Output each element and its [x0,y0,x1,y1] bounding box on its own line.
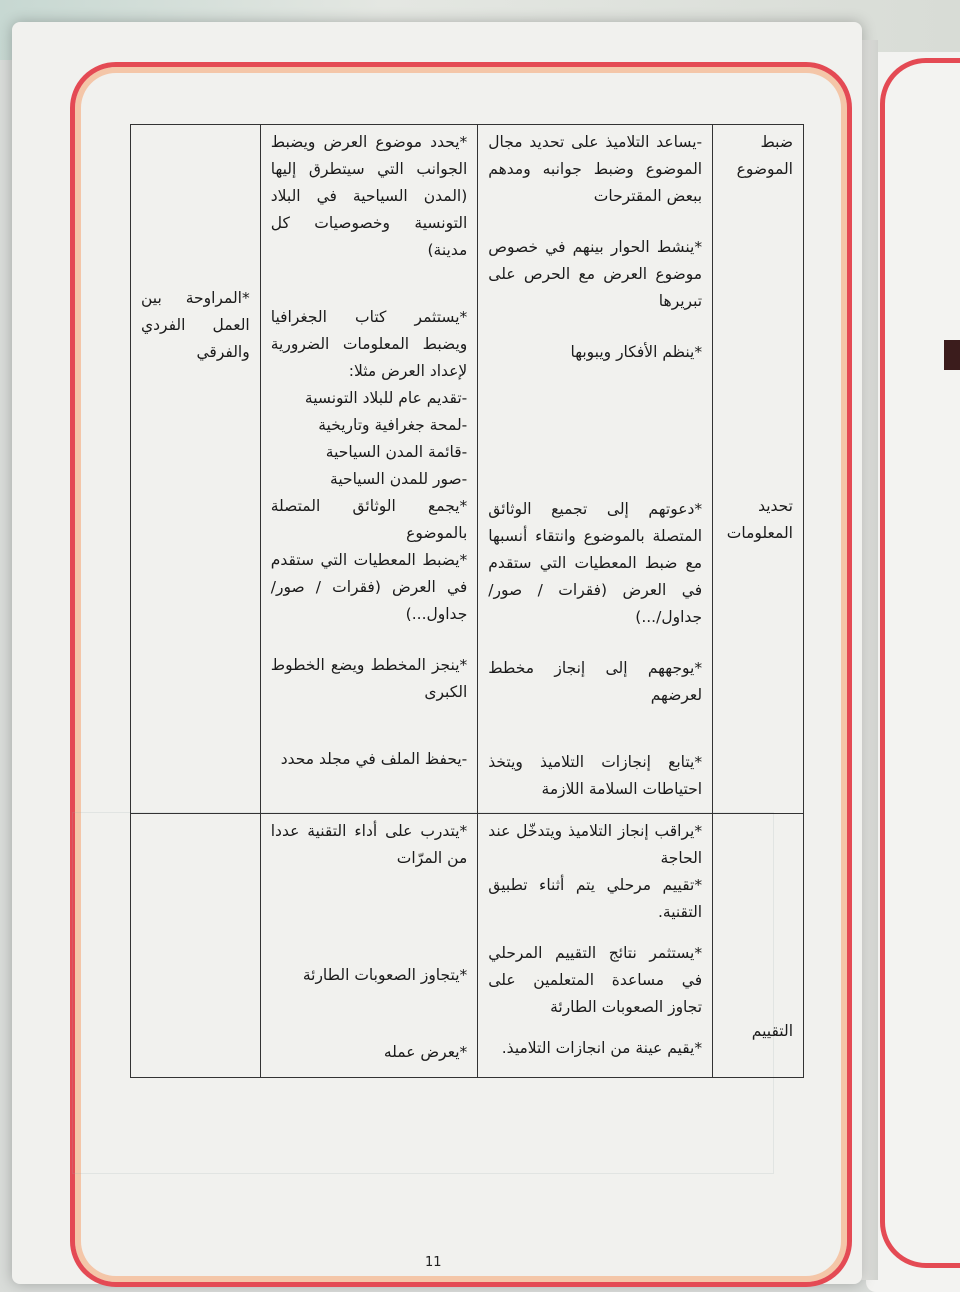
work-mode-cell [131,814,261,1078]
student-item: *يضبط المعطيات التي ستقدم في العرض (فقرات / صور/ جداول...) [270,551,468,623]
student-item: *يتدرب على أداء التقنية عددا من المرّات [270,822,468,867]
teacher-item: *يوجههم إلى إنجاز مخطط لعرضهم [488,659,703,704]
teacher-item: *يقيم عينة من انجازات التلاميذ. [501,1039,703,1057]
topic-info-define: تحديد المعلومات [726,497,793,542]
teacher-item: *ينظم الأفكار ويبوبها [570,343,703,361]
topic-control: ضبط الموضوع [736,133,793,178]
student-item: *يستثمر كتاب الجغرافيا ويضبط المعلومات الضرورية لإعداد العرض مثلا: [270,308,468,380]
student-item: *يجمع الوثائق المتصلة بالموضوع [270,497,468,542]
teacher-activity-cell [478,125,713,814]
table-row [131,125,804,814]
work-mode-cell [131,125,261,814]
adjacent-page-heading-bar [944,340,960,370]
topic-evaluation: التقييم [751,1022,793,1040]
table-row [131,814,804,1078]
topic-cell [713,125,804,814]
teacher-item: *يتابع إنجازات التلاميذ ويتخذ احتياطات السلامة اللازمة [488,753,703,798]
student-item: *ينجز المخطط ويضع الخطوط الكبرى [270,656,468,701]
student-item: -لمحة جغرافية وتاريخية [318,416,468,434]
student-activity-cell [260,814,478,1078]
student-item: *يعرض عمله [383,1043,468,1061]
teacher-item: -يساعد التلاميذ على تحديد مجال الموضوع وضبط جوانبه ومدهم ببعض المقترحات [488,133,703,205]
work-mode-text: *المراوحة بين العمل الفردي والفرقي [141,289,250,361]
lesson-plan-table [130,124,804,1078]
teacher-item: *ينشط الحوار بينهم في خصوص موضوع العرض مع الحرص على تبريرها [488,238,703,310]
student-activity-cell [260,125,478,814]
student-item: -قائمة المدن السياحية [325,443,468,461]
student-item: -صور للمدن السياحية [330,470,468,488]
teacher-activity-cell [478,814,713,1078]
student-item: *يحدد موضوع العرض ويضبط الجوانب التي سيتطرق إليها (المدن السياحية في البلاد التونسية وخصوصيات كل مدينة) [270,133,468,259]
page-number: 11 [425,1255,442,1270]
student-item: -يحفظ الملف في مجلد محدد [280,750,468,768]
student-item: -تقديم عام للبلاد التونسية [304,389,468,407]
adjacent-page-frame [880,58,960,1268]
teacher-item: *تقييم مرحلي يتم أثناء تطبيق التقنية. [488,876,703,921]
topic-cell [713,814,804,1078]
teacher-item: *دعوتهم إلى تجميع الوثائق المتصلة بالموضوع وانتقاء أنسبها مع ضبط المعطيات التي ستقدم في العرض (فقرات / صور/ جداول/...) [488,500,703,626]
student-item: *يتجاوز الصعوبات الطارئة [302,966,468,984]
teacher-item: *يستثمر نتائج التقييم المرحلي في مساعدة المتعلمين على تجاوز الصعوبات الطارئة [488,944,703,1016]
teacher-item: *يراقب إنجاز التلاميذ ويتدخّل عند الحاجة [488,822,703,867]
